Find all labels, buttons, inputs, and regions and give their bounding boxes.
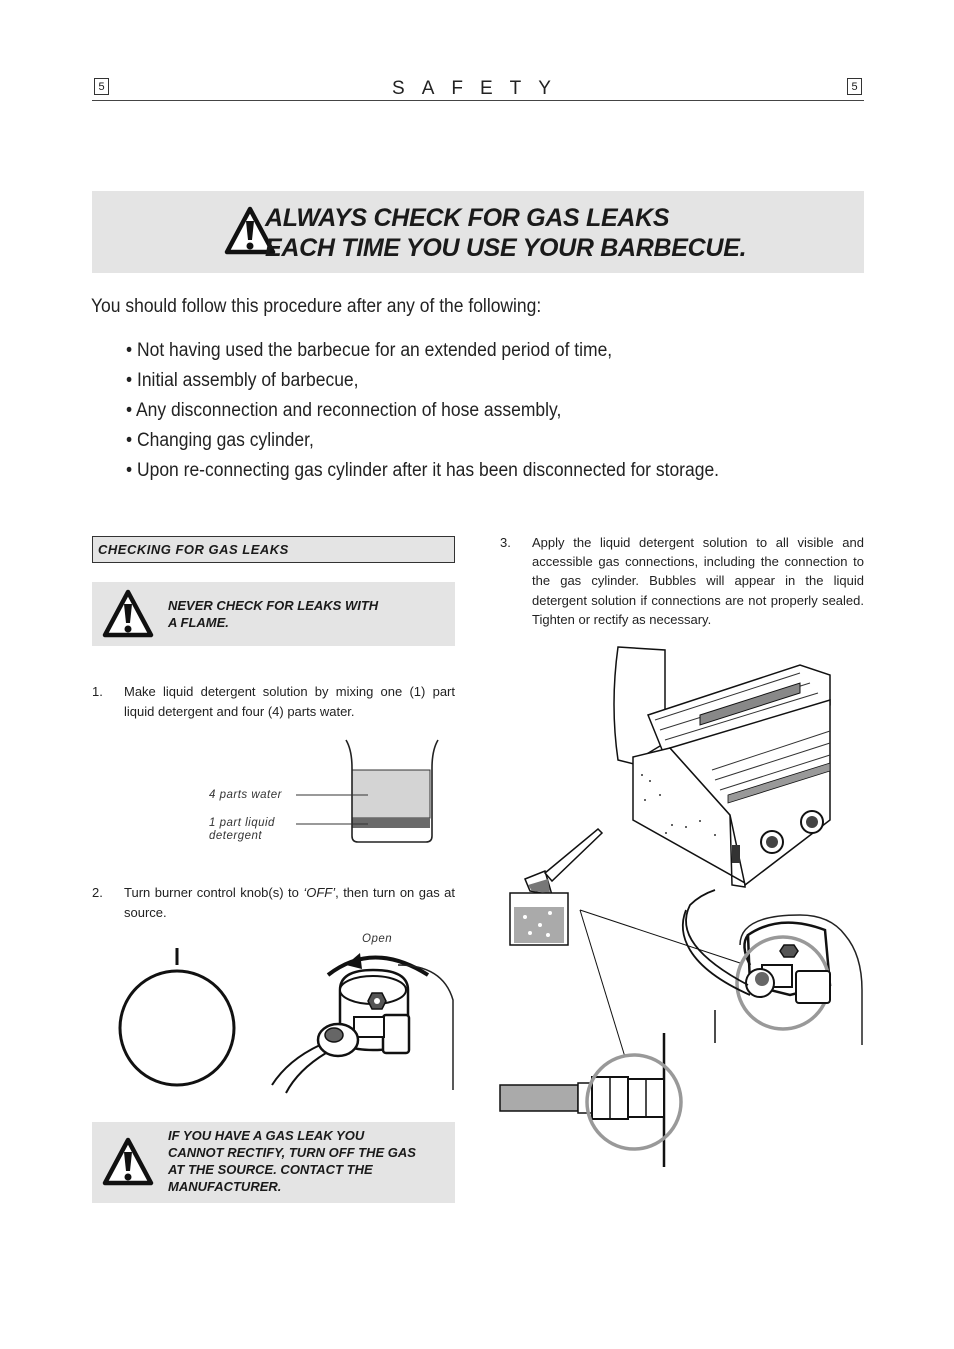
step-number: 2. [92, 885, 103, 900]
step-2 [92, 883, 455, 923]
list-item: • Any disconnection and reconnection of hose assembly, [126, 400, 562, 421]
banner-text [265, 203, 746, 263]
step-text: Apply the liquid detergent solution to all visible and accessible gas connections, including the connection to the gas cylinder. Bubbles will appear in the liquid detergent solution if connections are not properly sealed. Tighten or rectify as necessary. [532, 535, 864, 627]
control-knob-off-illustration [110, 945, 250, 1090]
gas-leak-warning-box [92, 1122, 455, 1203]
list-item: • Initial assembly of barbecue, [126, 370, 359, 391]
safety-banner [92, 191, 864, 273]
list-item: • Upon re-connecting gas cylinder after it has been disconnected for storage. [126, 460, 720, 481]
cylinder-valve-illustration [268, 945, 460, 1095]
header-rule [92, 100, 864, 101]
banner-line-2: EACH TIME YOU USE YOUR BARBECUE. [265, 234, 747, 262]
barbecue-connection-illustration [500, 645, 868, 1175]
gas-leak-warning-text: IF YOU HAVE A GAS LEAK YOU CANNOT RECTIFY, TURN OFF THE GAS AT THE SOURCE. CONTACT THE MANUFACTURER. [168, 1128, 416, 1194]
page-number-left: 5 [94, 78, 109, 95]
open-label: Open [362, 933, 393, 945]
condition-list [126, 336, 771, 486]
warning-triangle-icon [102, 588, 154, 640]
step-number: 1. [92, 684, 103, 699]
page-number-right: 5 [847, 78, 862, 95]
page-title: SAFETY [392, 78, 568, 99]
flame-warning-box [92, 582, 455, 646]
step-number: 3. [500, 535, 511, 550]
water-label: 4 parts water [209, 789, 282, 801]
list-item: • Changing gas cylinder, [126, 430, 314, 451]
section-heading: CHECKING FOR GAS LEAKS [92, 536, 455, 563]
step-text: Turn burner control knob(s) to ‘OFF’, then turn on gas at source. [124, 885, 456, 920]
detergent-beaker-illustration [290, 738, 450, 848]
step-text: Make liquid detergent solution by mixing one (1) part liquid detergent and four (4) parts water. [124, 684, 455, 719]
step-1 [92, 682, 455, 722]
step-3 [500, 533, 864, 633]
banner-line-1: ALWAYS CHECK FOR GAS LEAKS [265, 204, 670, 232]
detergent-label: 1 part liquid detergent [209, 817, 275, 842]
warning-triangle-icon [102, 1136, 154, 1188]
flame-warning-text: NEVER CHECK FOR LEAKS WITH A FLAME. [168, 598, 379, 630]
list-item: • Not having used the barbecue for an extended period of time, [126, 340, 613, 361]
intro-text: You should follow this procedure after any of the following: [91, 296, 542, 317]
